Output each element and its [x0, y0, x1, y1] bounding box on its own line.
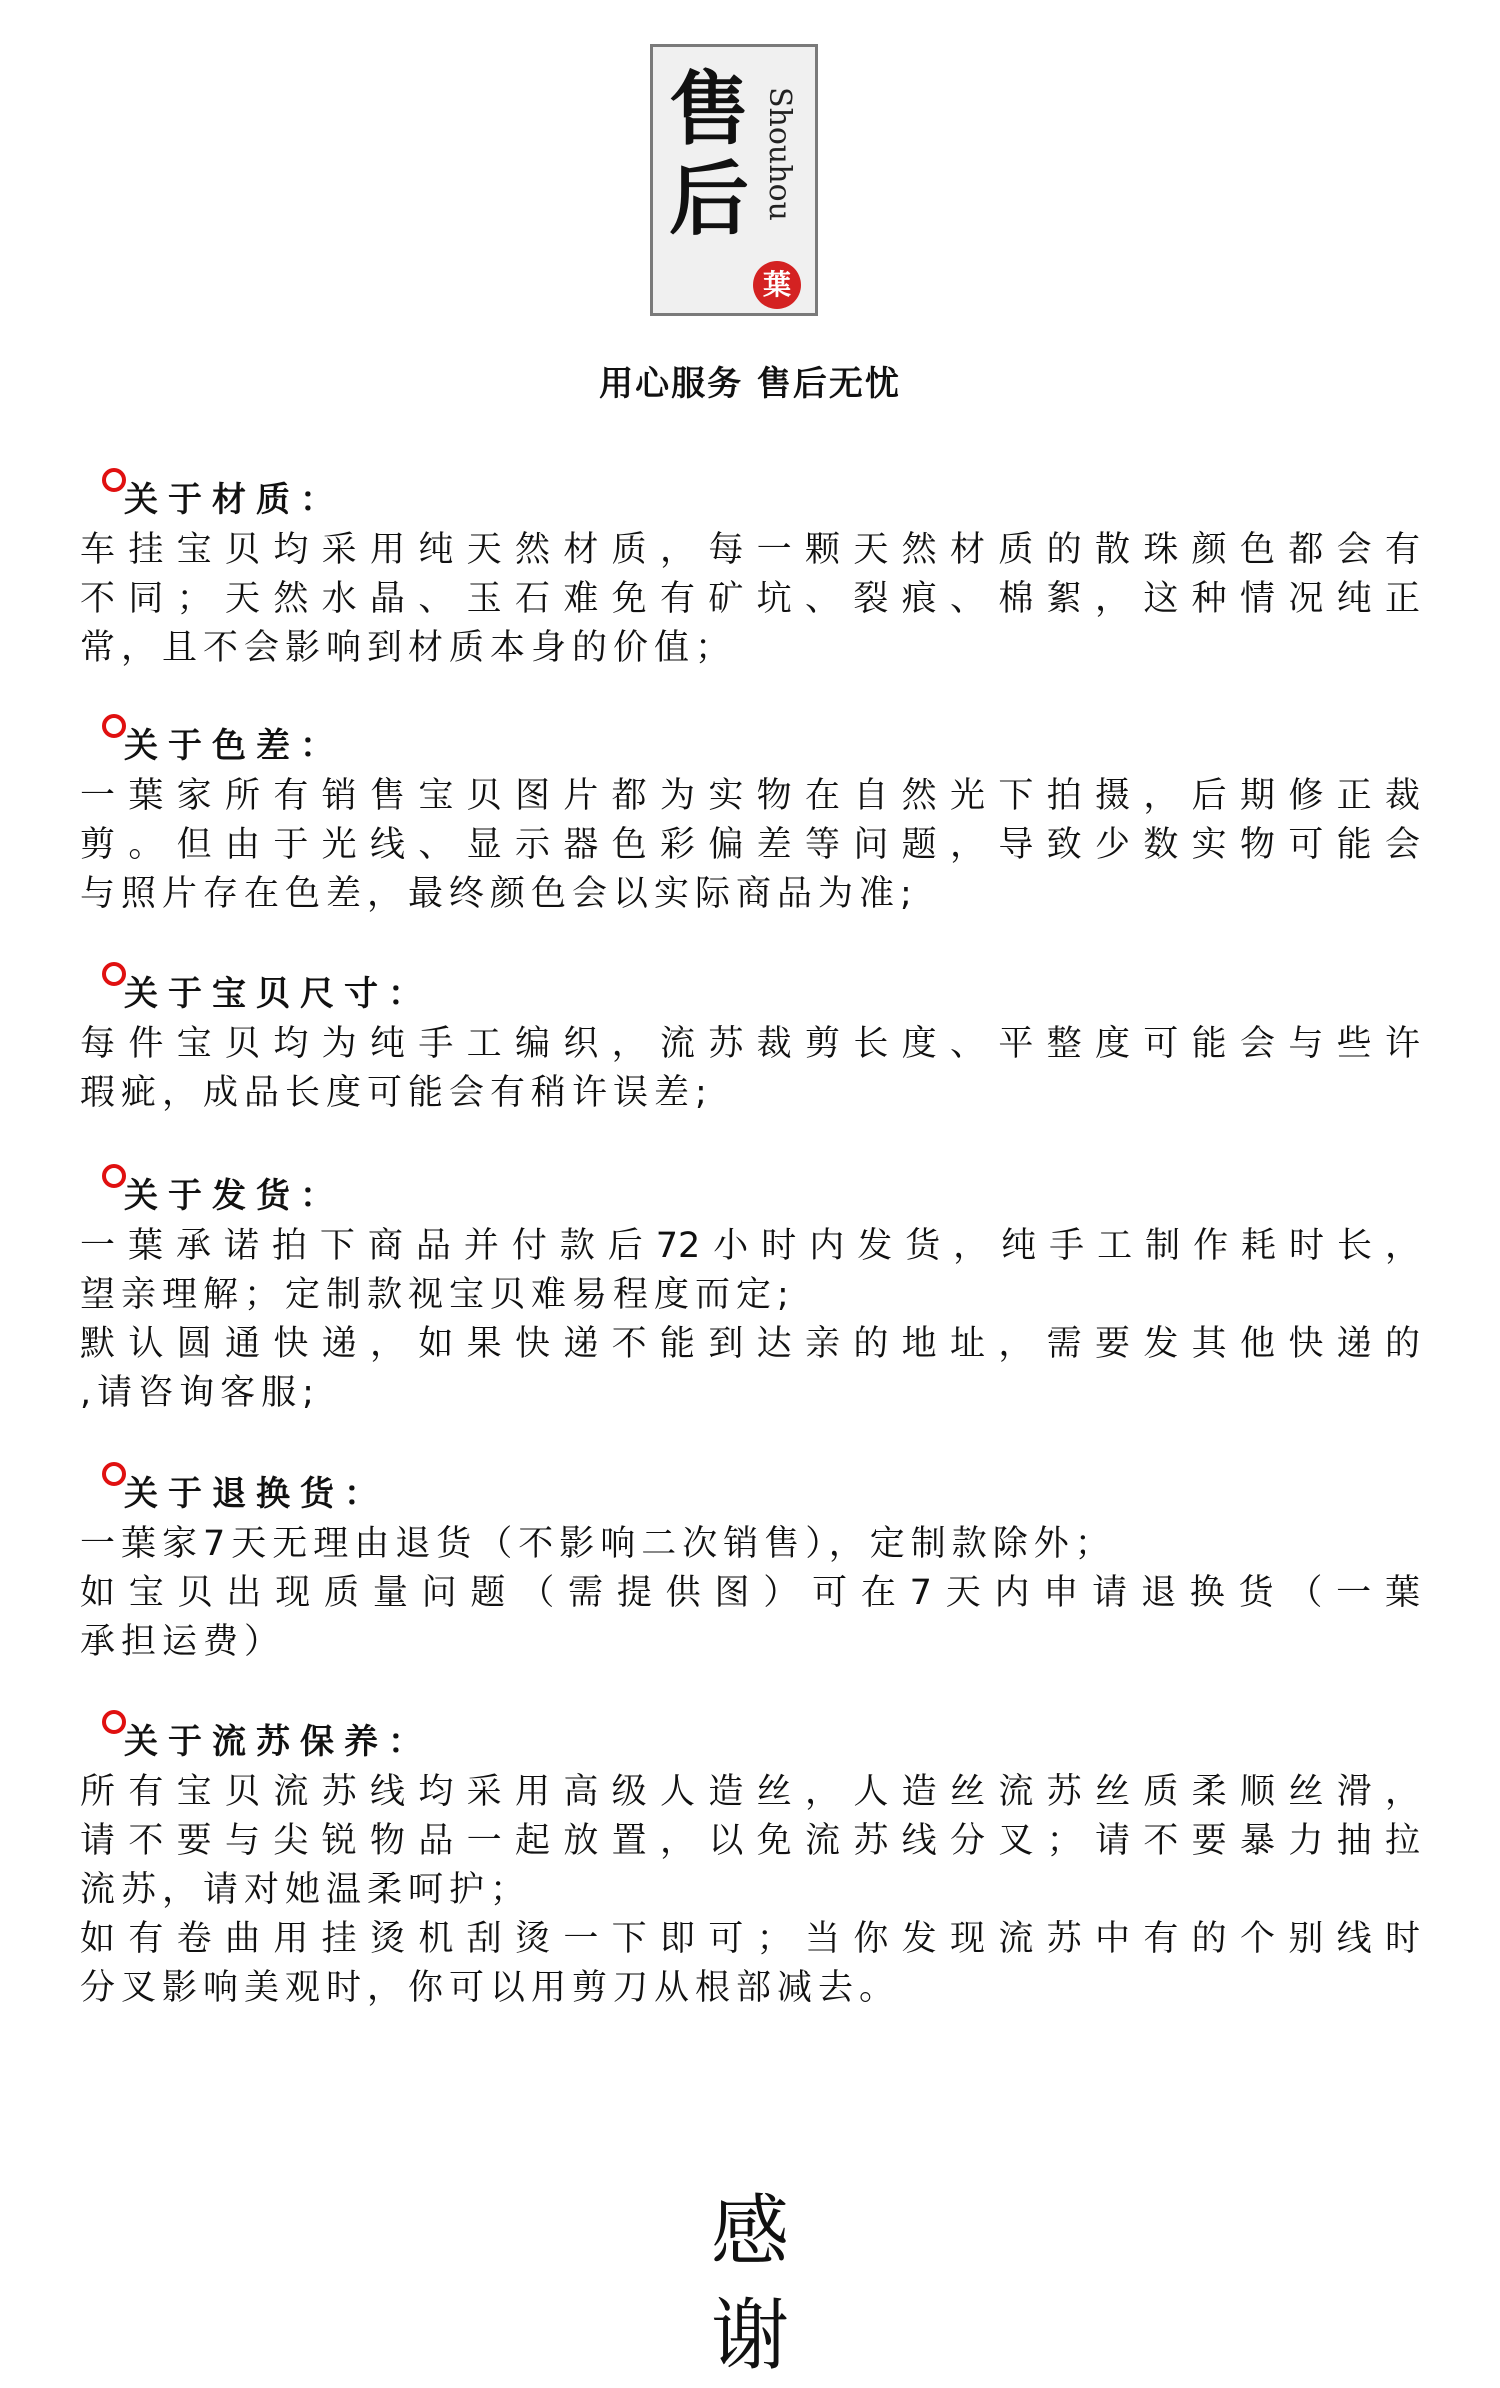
circle-marker-icon [102, 468, 126, 492]
section-body [80, 526, 1420, 673]
section-body [80, 1768, 1420, 2013]
circle-marker-icon [102, 1164, 126, 1188]
section-body [80, 772, 1420, 919]
section-title: 关于发货： [124, 1176, 344, 1216]
body-line: 分叉影响美观时，你可以用剪刀从根部减去。 [80, 1968, 901, 2008]
circle-marker-icon [102, 962, 126, 986]
section-title: 关于流苏保养： [124, 1722, 432, 1762]
body-line: 默认圆通快递，如果快递不能到达亲的地址，需要发其他快递的 [80, 1324, 1420, 1364]
section-title: 关于退换货： [124, 1474, 388, 1514]
body-line: 所有宝贝流苏线均采用高级人造丝，人造丝流苏丝质柔顺丝滑， [80, 1772, 1420, 1812]
tagline: 用心服务 售后无忧 [599, 364, 901, 404]
thanks-char: 谢 [710, 2291, 789, 2381]
section-title: 关于材质： [124, 480, 344, 520]
section-body [80, 1020, 1420, 1118]
body-line: 如宝贝出现质量问题（需提供图）可在7天内申请退换货（一葉 [80, 1573, 1420, 1613]
section-title: 关于色差： [124, 726, 344, 766]
body-line: 每件宝贝均为纯手工编织，流苏裁剪长度、平整度可能会与些许 [80, 1024, 1420, 1064]
logo-char-shou: 售 [669, 62, 749, 156]
section-body [80, 1222, 1420, 1418]
red-seal-icon: 葉 [753, 261, 801, 309]
section-title: 关于宝贝尺寸： [124, 974, 432, 1014]
thanks-text [700, 2180, 800, 2388]
body-line: 一葉承诺拍下商品并付款后72小时内发货，纯手工制作耗时长， [80, 1226, 1420, 1266]
logo-pinyin: Shouhou [762, 87, 797, 221]
body-line: 请不要与尖锐物品一起放置，以免流苏线分叉；请不要暴力抽拉 [80, 1821, 1420, 1861]
circle-marker-icon [102, 714, 126, 738]
body-line: 与照片存在色差，最终颜色会以实际商品为准; [80, 874, 918, 914]
body-line: 一葉家所有销售宝贝图片都为实物在自然光下拍摄，后期修正裁 [80, 776, 1420, 816]
logo-char-hou: 后 [669, 152, 749, 246]
after-sales-logo [650, 44, 818, 316]
body-line: 车挂宝贝均采用纯天然材质，每一颗天然材质的散珠颜色都会有 [80, 530, 1420, 570]
body-line: 流苏，请对她温柔呵护； [80, 1870, 532, 1910]
thanks-char: 感 [710, 2187, 789, 2277]
body-line: 常，且不会影响到材质本身的价值； [80, 628, 737, 668]
circle-marker-icon [102, 1710, 126, 1734]
body-line: 剪。但由于光线、显示器色彩偏差等问题，导致少数实物可能会 [80, 825, 1420, 865]
body-line: ,请咨询客服; [80, 1373, 320, 1413]
body-line: 瑕疵，成品长度可能会有稍许误差; [80, 1073, 713, 1113]
body-line: 承担运费） [80, 1622, 286, 1662]
body-line: 望亲理解；定制款视宝贝难易程度而定; [80, 1275, 795, 1315]
body-line: 一葉家7天无理由退货（不影响二次销售），定制款除外； [80, 1524, 1116, 1564]
body-line: 如有卷曲用挂烫机刮烫一下即可；当你发现流苏中有的个别线时 [80, 1919, 1420, 1959]
circle-marker-icon [102, 1462, 126, 1486]
section-body [80, 1520, 1420, 1667]
body-line: 不同；天然水晶、玉石难免有矿坑、裂痕、棉絮，这种情况纯正 [80, 579, 1420, 619]
